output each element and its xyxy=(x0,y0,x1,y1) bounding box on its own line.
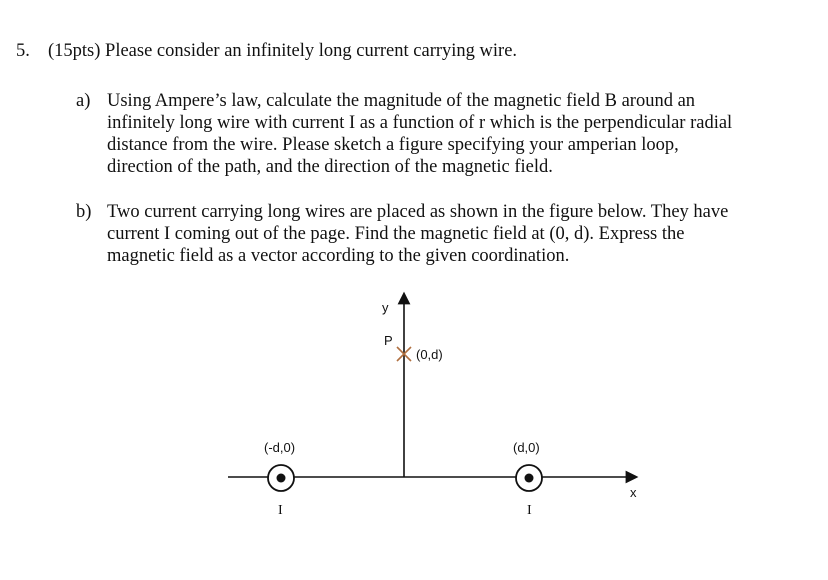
point-p-label: P xyxy=(384,333,393,348)
problem-number: 5. xyxy=(16,41,30,61)
part-a-label: a) xyxy=(76,91,91,111)
part-a-line-4: direction of the path, and the direction of the magnetic field. xyxy=(107,157,553,177)
part-a-line-1: Using Ampere’s law, calculate the magnitude of the magnetic field B around an xyxy=(107,91,696,111)
part-b-label: b) xyxy=(76,202,92,222)
left-wire-out-of-page-icon xyxy=(268,465,294,491)
part-b-line-1: Two current carrying long wires are placed as shown in the figure below. They have xyxy=(107,202,729,222)
part-a-line-2: infinitely long wire with current I as a function of r which is the perpendicular radial xyxy=(107,113,733,133)
y-axis-label: y xyxy=(382,300,389,315)
left-wire-coord: (-d,0) xyxy=(264,440,296,455)
x-axis-label: x xyxy=(630,485,637,500)
right-wire-current: I xyxy=(527,503,532,518)
right-wire-out-of-page-icon xyxy=(516,465,542,491)
point-p-coord: (0,d) xyxy=(416,347,443,362)
part-b-line-3: magnetic field as a vector according to the given coordination. xyxy=(107,246,570,266)
problem-heading-text: (15pts) Please consider an infinitely long current carrying wire. xyxy=(48,41,518,61)
right-wire-coord: (d,0) xyxy=(513,440,540,455)
part-b-line-2: current I coming out of the page. Find the magnetic field at (0, d). Express the xyxy=(107,224,685,244)
part-a-line-3: distance from the wire. Please sketch a figure specifying your amperian loop, xyxy=(107,135,679,155)
left-wire-current: I xyxy=(278,503,283,518)
